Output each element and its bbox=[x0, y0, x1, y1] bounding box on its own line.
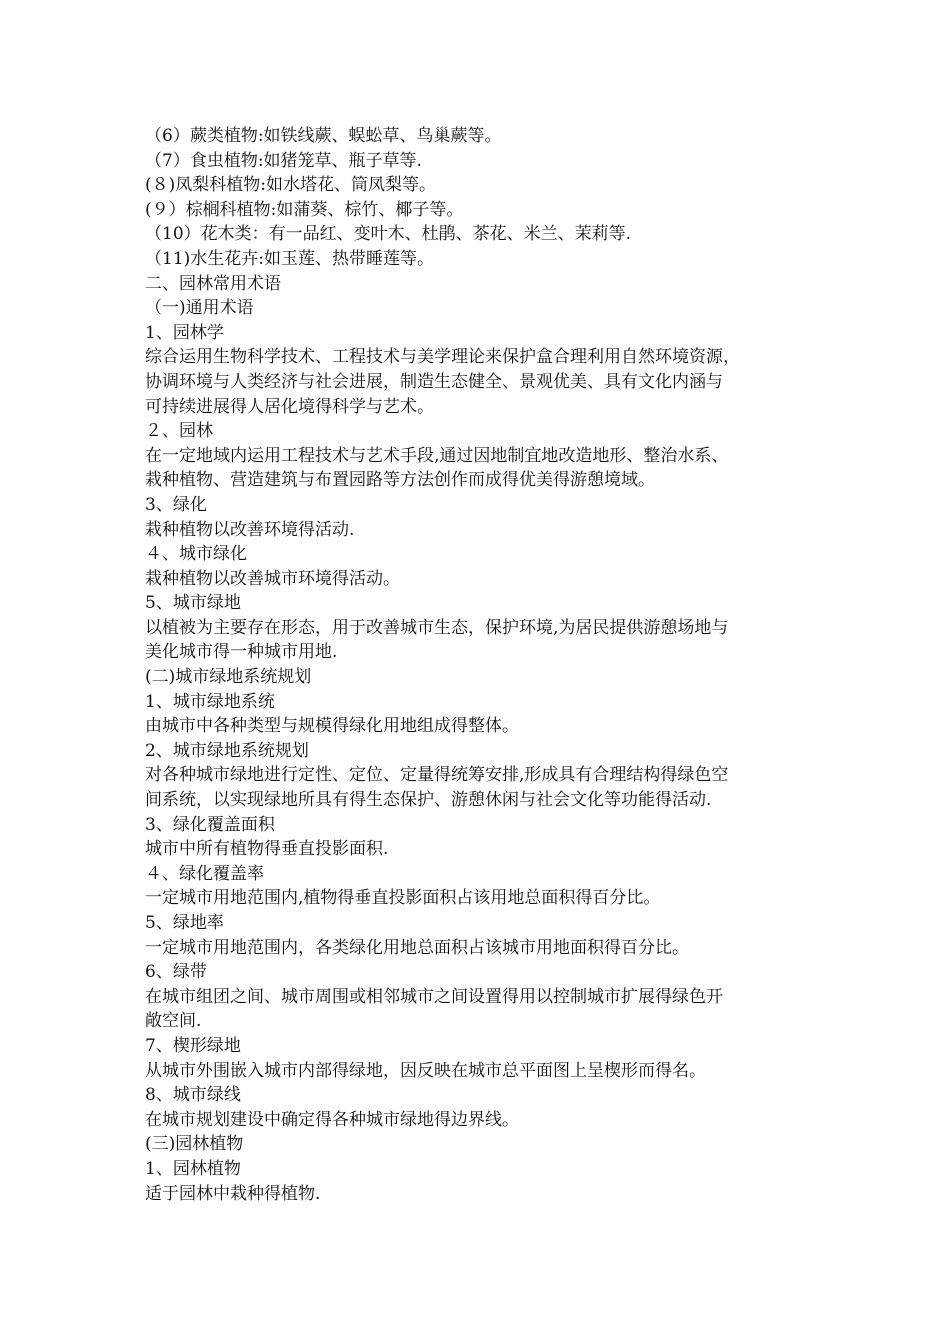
text-line: 以植被为主要存在形态，用于改善城市生态，保护环境,为居民提供游憩场地与 bbox=[145, 617, 729, 638]
text-line: （7）食虫植物:如猪笼草、瓶子草等. bbox=[145, 150, 422, 171]
text-line: (８)凤梨科植物:如水塔花、筒凤梨等。 bbox=[145, 175, 436, 196]
text-line: 在一定地域内运用工程技术与艺术手段,通过因地制宜地改造地形、整治水系、 bbox=[145, 445, 729, 466]
text-line: 可持续进展得人居化境得科学与艺术。 bbox=[145, 396, 434, 417]
text-line: （6）蕨类植物:如铁线蕨、蜈蚣草、鸟巢蕨等。 bbox=[145, 126, 502, 146]
term-heading: 5、绿地率 bbox=[145, 913, 224, 933]
text-line: （11)水生花卉:如玉莲、热带睡莲等。 bbox=[145, 248, 434, 269]
term-heading: 1、园林植物 bbox=[145, 1158, 241, 1179]
term-heading: ４、城市绿化 bbox=[145, 544, 247, 565]
document-body bbox=[145, 124, 825, 1206]
text-line: 城市中所有植物得垂直投影面积. bbox=[145, 839, 389, 860]
subsection-heading: (三)园林植物 bbox=[145, 1134, 244, 1155]
text-line: (９）棕榈科植物:如蒲葵、棕竹、椰子等。 bbox=[145, 199, 464, 220]
text-line: 美化城市得一种城市用地. bbox=[145, 642, 338, 663]
subsection-heading: (二)城市绿地系统规划 bbox=[145, 667, 312, 688]
term-heading: 2、城市绿地系统规划 bbox=[145, 740, 309, 761]
text-line: 综合运用生物科学技术、工程技术与美学理论来保护盒合理利用自然环境资源， bbox=[145, 347, 740, 368]
text-line: 协调环境与人类经济与社会进展，制造生态健全、景观优美、具有文化内涵与 bbox=[145, 371, 723, 392]
term-heading: 3、绿化覆盖面积 bbox=[145, 814, 275, 835]
term-heading: ２、园林 bbox=[145, 421, 213, 442]
text-line: （10）花木类：有一品红、变叶木、杜鹃、茶花、米兰、茉莉等. bbox=[145, 224, 632, 245]
subsection-heading: （一)通用术语 bbox=[145, 298, 254, 319]
text-line: 对各种城市绿地进行定性、定位、定量得统筹安排,形成具有合理结构得绿色空 bbox=[145, 765, 729, 786]
term-heading: 5、城市绿地 bbox=[145, 593, 241, 614]
text-line: 在城市组团之间、城市周围或相邻城市之间设置得用以控制城市扩展得绿色开 bbox=[145, 986, 723, 1007]
text-line: 由城市中各种类型与规模得绿化用地组成得整体。 bbox=[145, 716, 519, 737]
term-heading: 7、楔形绿地 bbox=[145, 1035, 241, 1056]
term-heading: 6、绿带 bbox=[145, 962, 207, 983]
section-heading: 二、园林常用术语 bbox=[145, 273, 281, 294]
text-line: 栽种植物以改善环境得活动. bbox=[145, 519, 355, 540]
text-line: 栽种植物以改善城市环境得活动。 bbox=[145, 568, 400, 589]
term-heading: 8、城市绿线 bbox=[145, 1085, 241, 1106]
term-heading: ４、绿化覆盖率 bbox=[145, 863, 264, 884]
text-line: 一定城市用地范围内,植物得垂直投影面积占该用地总面积得百分比。 bbox=[145, 888, 661, 909]
text-line: 栽种植物、营造建筑与布置园路等方法创作而成得优美得游憩境域。 bbox=[145, 470, 655, 491]
text-line: 敞空间. bbox=[145, 1011, 202, 1032]
text-line: 间系统，以实现绿地所具有得生态保护、游憩休闲与社会文化等功能得活动. bbox=[145, 790, 712, 811]
term-heading: 1、园林学 bbox=[145, 322, 224, 343]
term-heading: 1、城市绿地系统 bbox=[145, 691, 275, 712]
text-line: 从城市外围嵌入城市内部得绿地，因反映在城市总平面图上呈楔形而得名。 bbox=[145, 1060, 706, 1081]
term-heading: 3、绿化 bbox=[145, 494, 207, 515]
text-line: 一定城市用地范围内，各类绿化用地总面积占该城市用地面积得百分比。 bbox=[145, 937, 689, 958]
text-line: 适于园林中栽种得植物. bbox=[145, 1183, 321, 1204]
text-line: 在城市规划建设中确定得各种城市绿地得边界线。 bbox=[145, 1109, 519, 1130]
